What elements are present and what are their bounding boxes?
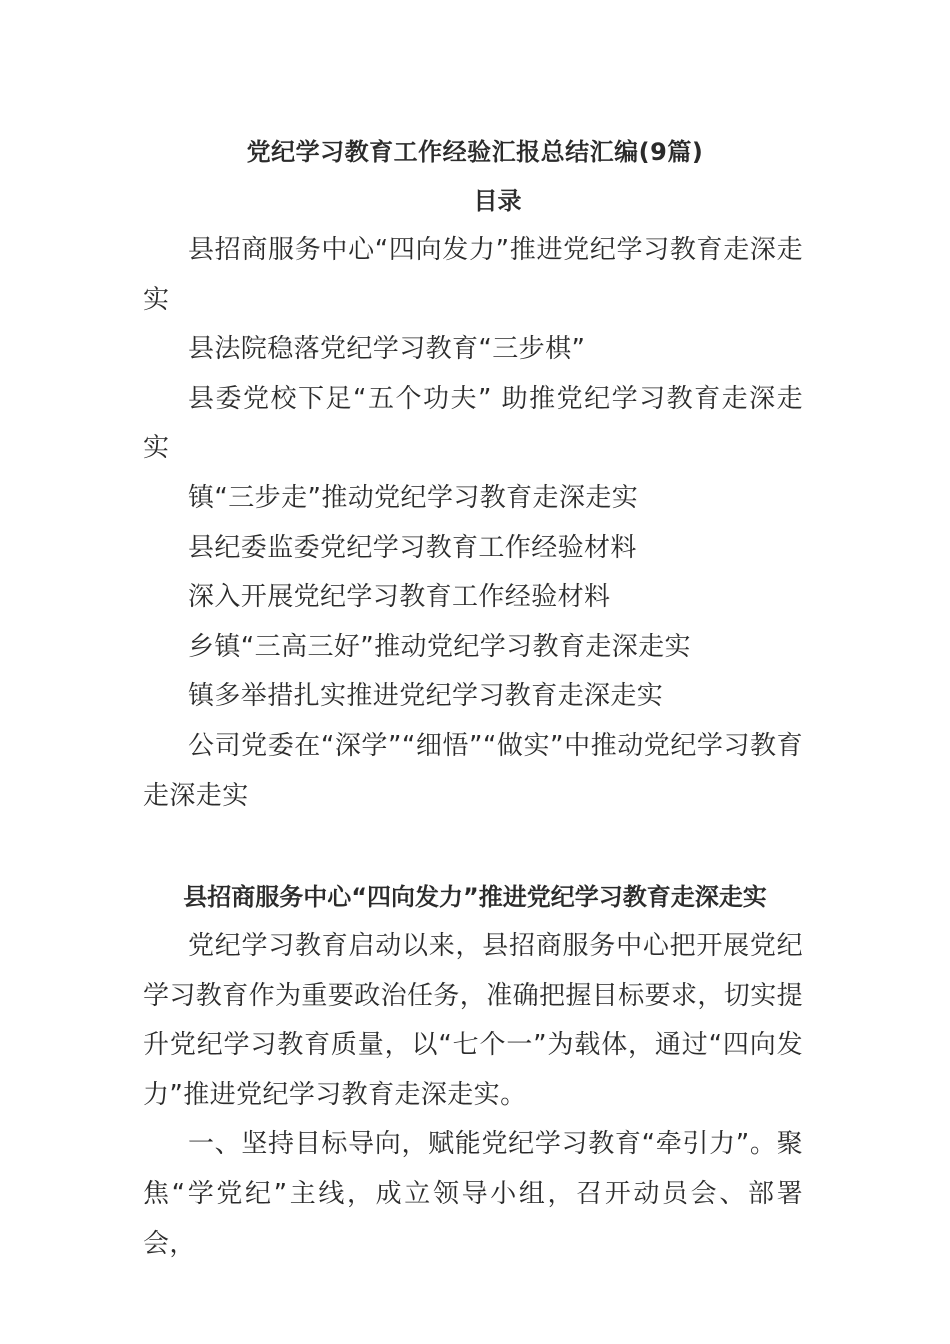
- toc-heading: 目录: [473, 187, 522, 215]
- section-heading: 县招商服务中心“四向发力”推进党纪学习教育走深走实: [183, 883, 767, 911]
- toc-item[interactable]: 县法院稳落党纪学习教育“三步棋”: [188, 334, 586, 365]
- toc-item[interactable]: 镇“三步走”推动党纪学习教育走深走实: [188, 482, 639, 513]
- article-body: [143, 922, 803, 1269]
- toc-item[interactable]: 公司党委在“深学”“细悟”“做实”中推动党纪学习教育走深走实: [143, 730, 803, 811]
- toc-item[interactable]: 县招商服务中心“四向发力”推进党纪学习教育走深走实: [143, 235, 803, 315]
- toc-item[interactable]: 乡镇“三高三好”推动党纪学习教育走深走实: [188, 631, 691, 662]
- toc-item[interactable]: 镇多举措扎实推进党纪学习教育走深走实: [188, 681, 664, 712]
- table-of-contents: [143, 226, 803, 821]
- toc-item[interactable]: 县委党校下足“五个功夫” 助推党纪学习教育走深走实: [143, 383, 803, 464]
- toc-item[interactable]: 县纪委监委党纪学习教育工作经验材料: [188, 532, 637, 563]
- toc-item[interactable]: 深入开展党纪学习教育工作经验材料: [188, 582, 611, 613]
- document-title: 党纪学习教育工作经验汇报总结汇编(9篇): [246, 138, 704, 166]
- body-paragraph: 党纪学习教育启动以来，县招商服务中心把开展党纪学习教育作为重要政治任务，准确把握目标要求，切实提升党纪学习教育质量，以“七个一”为载体，通过“四向发力”推进党纪学习教育走深走实。: [143, 931, 804, 1110]
- body-paragraph: 一、坚持目标导向，赋能党纪学习教育“牵引力”。聚焦“学党纪”主线，成立领导小组，召开动员会、部署会，: [143, 1129, 803, 1259]
